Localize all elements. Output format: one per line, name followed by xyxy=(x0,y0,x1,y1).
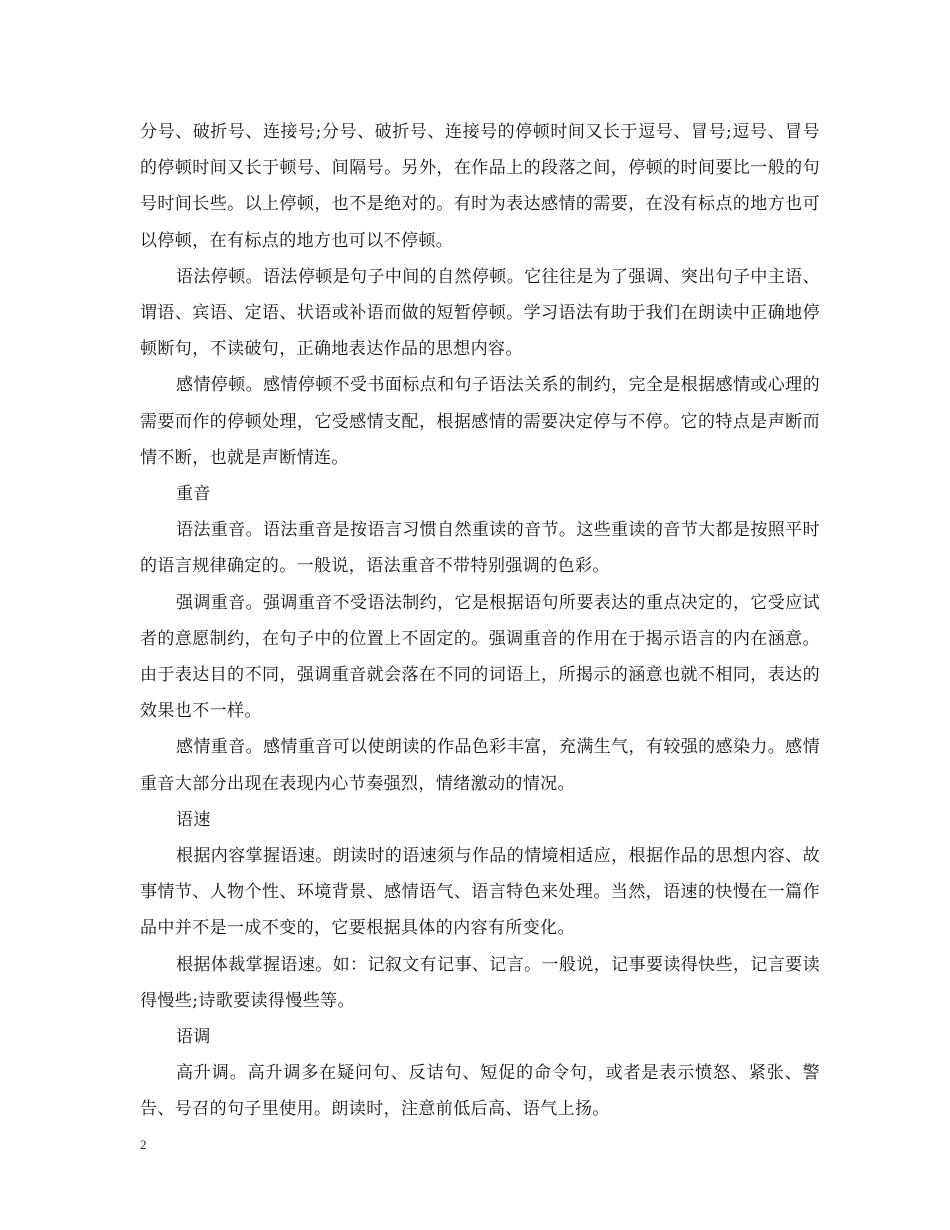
section-heading-stress: 重音 xyxy=(176,484,211,505)
paragraph-grammar-pause: 语法停顿。语法停顿是句子中间的自然停顿。它往往是为了强调、突出句子中主语、谓语、宾语、定语、状语或补语而做的短暂停顿。学习语法有助于我们在朗读中正确地停顿断句，不读破句，正确地表达作品的思想内容。 xyxy=(140,266,820,360)
document-body xyxy=(140,114,820,1128)
section-heading-speed: 语速 xyxy=(176,809,211,830)
section-heading-intonation: 语调 xyxy=(176,1027,211,1048)
paragraph-emotion-stress: 感情重音。感情重音可以使朗读的作品色彩丰富，充满生气，有较强的感染力。感情重音大部分出现在表现内心节奏强烈，情绪激动的情况。 xyxy=(140,737,820,794)
paragraph-emotion-pause: 感情停顿。感情停顿不受书面标点和句子语法关系的制约，完全是根据感情或心理的需要而作的停顿处理，它受感情支配，根据感情的需要决定停与不停。它的特点是声断而情不断，也就是声断情连。 xyxy=(140,375,820,468)
page-number: 2 xyxy=(140,1137,147,1152)
paragraph-speed-by-genre: 根据体裁掌握语速。如：记叙文有记事、记言。一般说，记事要读得快些，记言要读得慢些;诗歌要读得慢些等。 xyxy=(140,954,820,1011)
paragraph-pause-order: 分号、破折号、连接号;分号、破折号、连接号的停顿时间又长于逗号、冒号;逗号、冒号的停顿时间又长于顿号、间隔号。另外，在作品上的段落之间，停顿的时间要比一般的句号时间长些。以上停顿，也不是绝对的。有时为表达感情的需要，在没有标点的地方也可以停顿，在有标点的地方也可以不停顿。 xyxy=(140,122,820,251)
paragraph-emphasis-stress: 强调重音。强调重音不受语法制约，它是根据语句所要表达的重点决定的，它受应试者的意愿制约，在句子中的位置上不固定的。强调重音的作用在于揭示语言的内在涵意。由于表达目的不同，强调重音就会落在不同的词语上，所揭示的涵意也就不相同，表达的效果也不一样。 xyxy=(140,592,820,722)
paragraph-rising-tone: 高升调。高升调多在疑问句、反诘句、短促的命令句，或者是表示愤怒、紧张、警告、号召的句子里使用。朗读时，注意前低后高、语气上扬。 xyxy=(140,1063,820,1120)
paragraph-speed-by-content: 根据内容掌握语速。朗读时的语速须与作品的情境相适应，根据作品的思想内容、故事情节、人物个性、环境背景、感情语气、语言特色来处理。当然，语速的快慢在一篇作品中并不是一成不变的，它要根据具体的内容有所变化。 xyxy=(140,846,820,939)
paragraph-grammar-stress: 语法重音。语法重音是按语言习惯自然重读的音节。这些重读的音节大都是按照平时的语言规律确定的。一般说，语法重音不带特别强调的色彩。 xyxy=(140,520,820,577)
